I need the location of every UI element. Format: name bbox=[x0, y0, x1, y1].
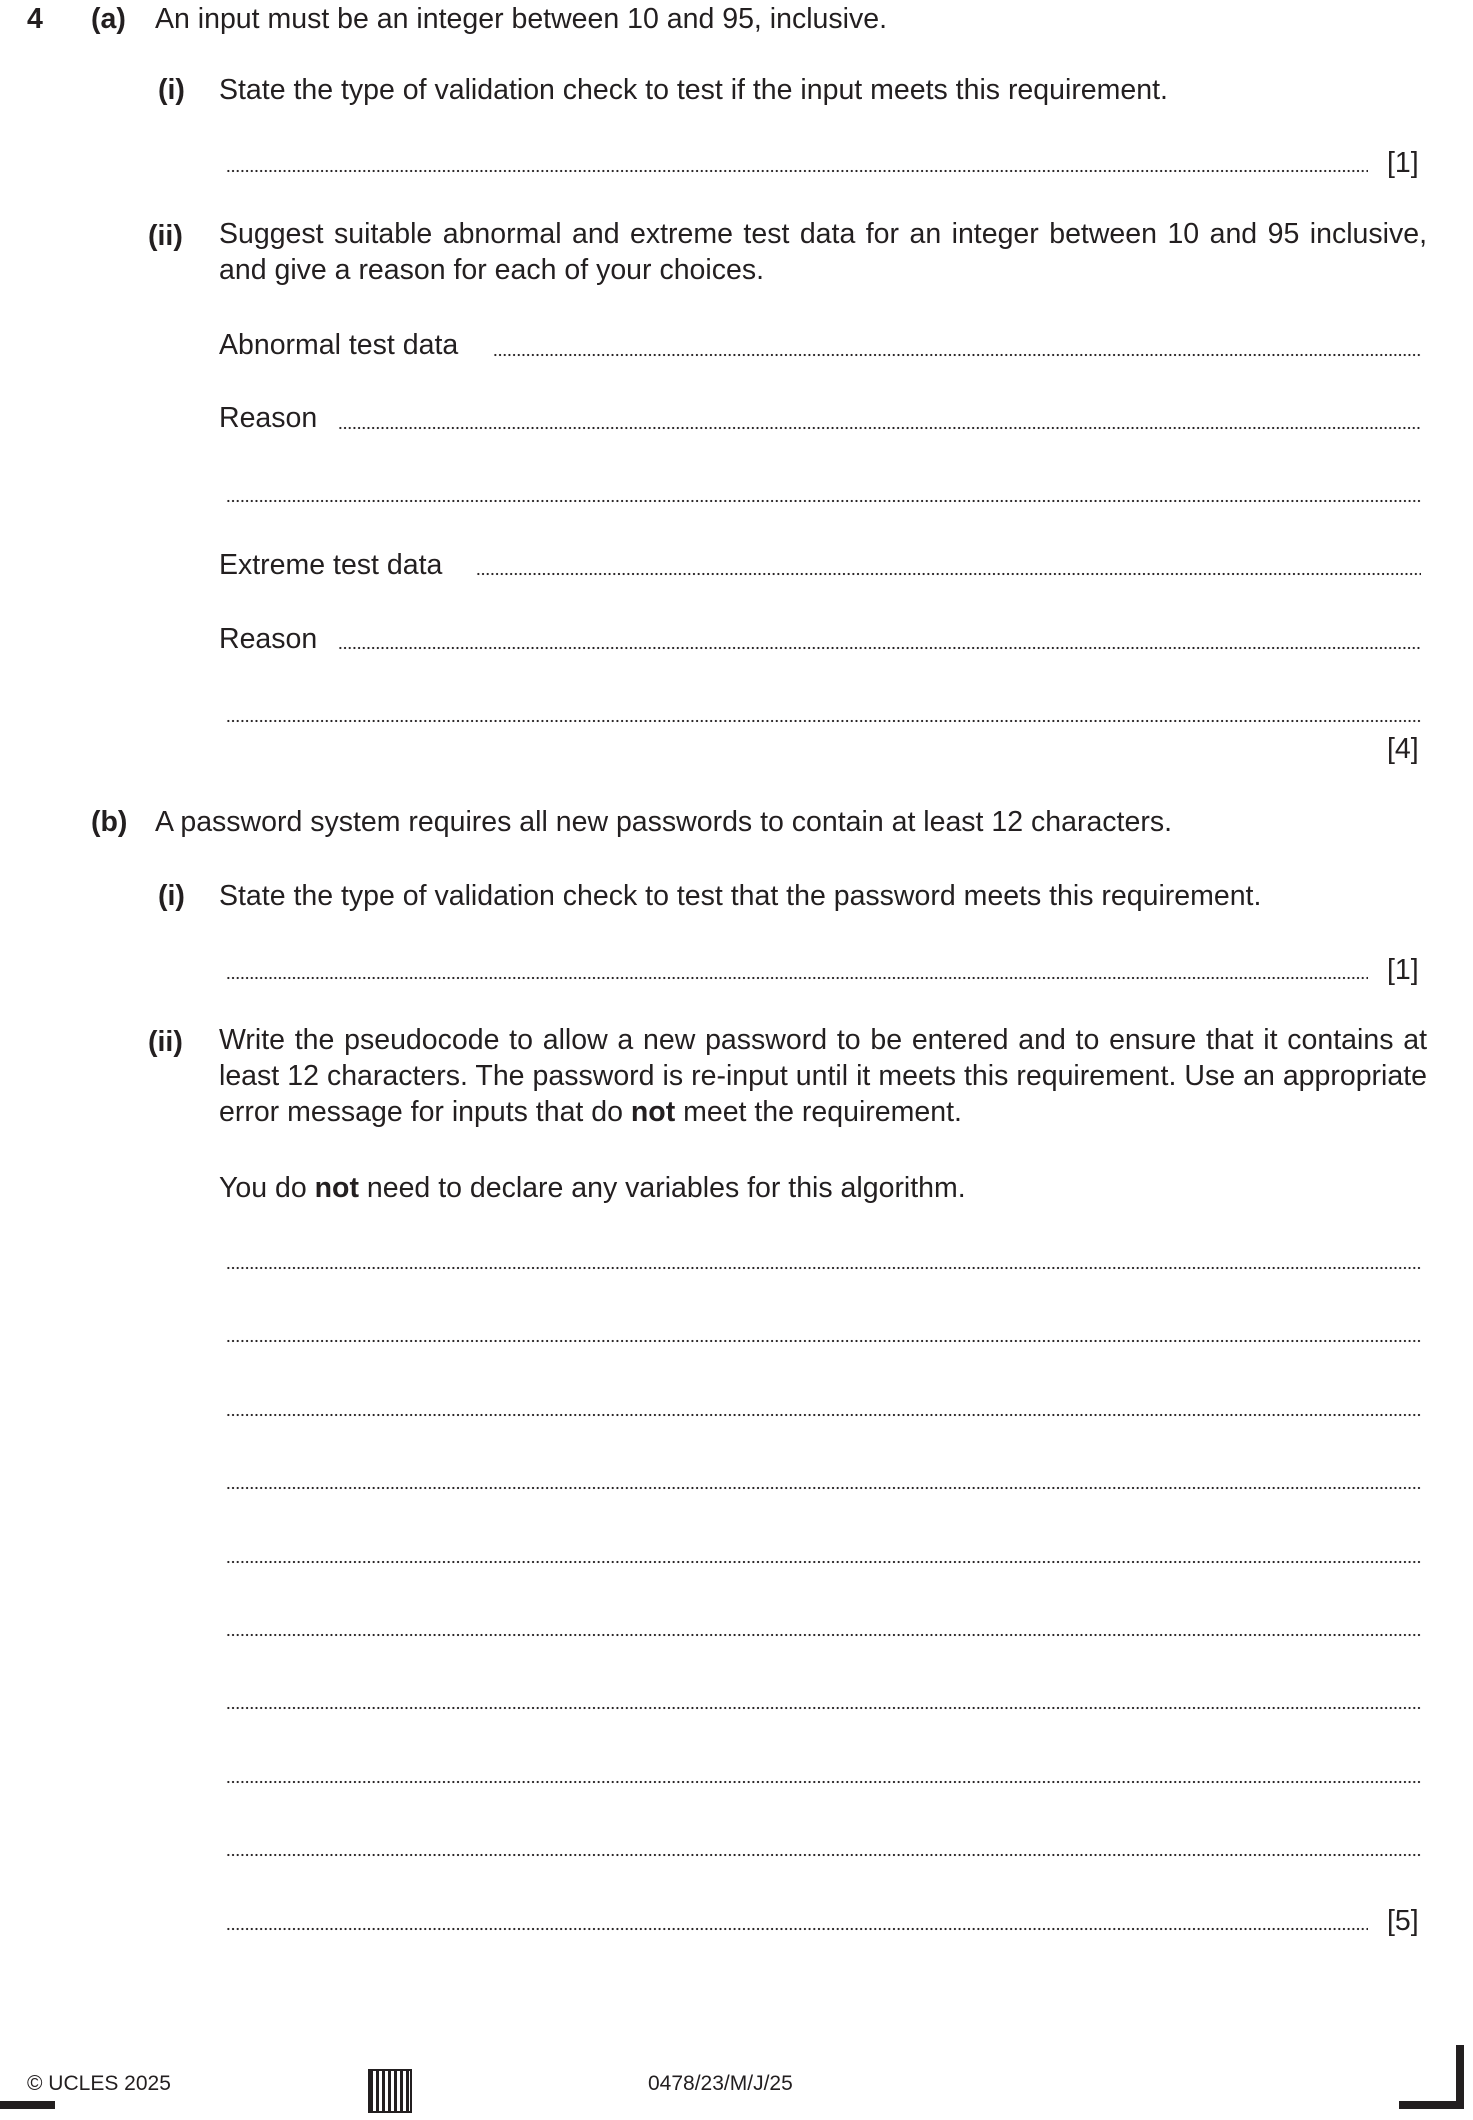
part-b-ii-text-start: Write the pseudocode to allow a new password to be entered and to ensure that it contains at least 12 characters. The password is re-input until it meets this requirement. Use an appropriate error message for inputs that do bbox=[219, 1024, 1427, 1128]
part-b-stem: A password system requires all new passwords to contain at least 12 characters. bbox=[155, 806, 1172, 838]
part-a-i-marks: [1] bbox=[1387, 147, 1419, 179]
part-b-i-label: (i) bbox=[158, 880, 185, 912]
part-a-stem: An input must be an integer between 10 and 95, inclusive. bbox=[155, 3, 887, 35]
abnormal-reason-label: Reason bbox=[219, 402, 318, 434]
crop-mark-bottom-right-vertical bbox=[1456, 2045, 1464, 2109]
crop-mark-bottom-right-horizontal bbox=[1399, 2101, 1464, 2109]
barcode-icon bbox=[368, 2069, 412, 2113]
part-b-ii-text bbox=[219, 1022, 1427, 1130]
note-end: need to declare any variables for this algorithm. bbox=[358, 1172, 966, 1204]
part-a-i-text: State the type of validation check to test if the input meets this requirement. bbox=[219, 74, 1168, 106]
part-a-ii-label: (ii) bbox=[148, 220, 183, 252]
crop-mark-bottom-left bbox=[0, 2101, 55, 2109]
pseudocode-line-1[interactable] bbox=[226, 1266, 1421, 1270]
pseudocode-line-3[interactable] bbox=[226, 1413, 1421, 1417]
part-b-ii-bold-not: not bbox=[630, 1096, 676, 1128]
pseudocode-line-8[interactable] bbox=[226, 1780, 1421, 1784]
part-a-ii-marks: [4] bbox=[1387, 733, 1419, 765]
paper-code: 0478/23/M/J/25 bbox=[648, 2072, 793, 2095]
part-a-label: (a) bbox=[91, 3, 126, 35]
part-a-i-label: (i) bbox=[158, 74, 185, 106]
extreme-reason-line-2[interactable] bbox=[226, 719, 1421, 723]
abnormal-test-data-label: Abnormal test data bbox=[219, 329, 459, 361]
part-b-i-marks: [1] bbox=[1387, 954, 1419, 986]
extreme-reason-label: Reason bbox=[219, 623, 318, 655]
pseudocode-line-5[interactable] bbox=[226, 1560, 1421, 1564]
pseudocode-line-10[interactable] bbox=[226, 1927, 1368, 1931]
question-number: 4 bbox=[27, 3, 43, 35]
extreme-test-data-line[interactable] bbox=[476, 572, 1421, 576]
pseudocode-line-9[interactable] bbox=[226, 1853, 1421, 1857]
part-b-ii-marks: [5] bbox=[1387, 1905, 1419, 1937]
copyright: © UCLES 2025 bbox=[27, 2072, 171, 2095]
part-b-ii-text-end: meet the requirement. bbox=[675, 1096, 962, 1128]
answer-line-b-i[interactable] bbox=[226, 976, 1368, 980]
note-bold-not: not bbox=[314, 1172, 359, 1204]
pseudocode-line-4[interactable] bbox=[226, 1486, 1421, 1490]
extreme-test-data-label: Extreme test data bbox=[219, 549, 443, 581]
part-b-i-text: State the type of validation check to test that the password meets this requirement. bbox=[219, 880, 1262, 912]
pseudocode-line-7[interactable] bbox=[226, 1706, 1421, 1710]
pseudocode-line-6[interactable] bbox=[226, 1633, 1421, 1637]
part-a-ii-text: Suggest suitable abnormal and extreme test data for an integer between 10 and 95 inclusive, and give a reason for each of your choices. bbox=[219, 218, 1427, 286]
note-start: You do bbox=[219, 1172, 315, 1204]
abnormal-test-data-line[interactable] bbox=[493, 353, 1421, 357]
pseudocode-line-2[interactable] bbox=[226, 1339, 1421, 1343]
part-b-label: (b) bbox=[91, 806, 128, 838]
extreme-reason-line-1[interactable] bbox=[338, 646, 1421, 650]
abnormal-reason-line-1[interactable] bbox=[338, 426, 1421, 430]
abnormal-reason-line-2[interactable] bbox=[226, 499, 1421, 503]
answer-line-a-i[interactable] bbox=[226, 169, 1368, 173]
part-b-ii-note bbox=[219, 1171, 966, 1205]
part-b-ii-label: (ii) bbox=[148, 1026, 183, 1058]
